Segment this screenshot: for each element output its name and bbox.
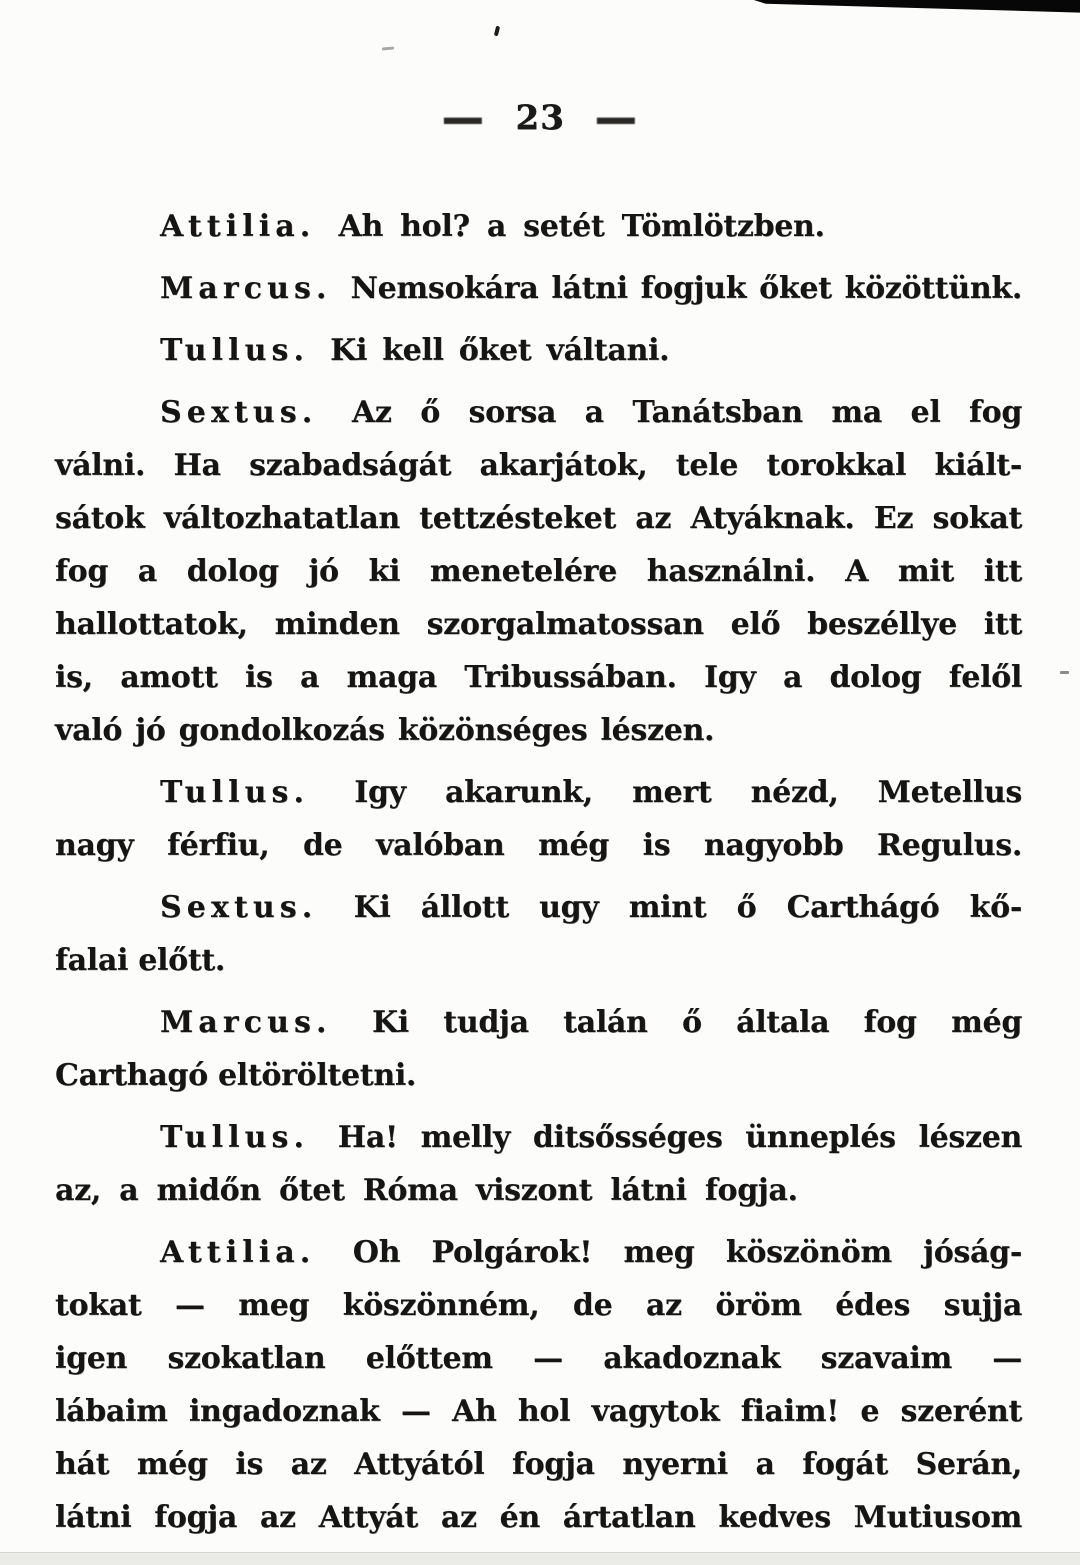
- page-header: [0, 0, 1080, 150]
- speaker-name: Tullus.: [160, 1120, 310, 1155]
- text-line: Marcus. Nemsokára látni fogjuk őket közöttünk.: [160, 271, 1022, 306]
- text-line: válni. Ha szabadságát akarjátok, tele torokkal kiált-: [55, 448, 1022, 483]
- speaker-name: Marcus.: [160, 271, 332, 306]
- text-line: falai előtt.: [55, 943, 226, 978]
- text-line: Carthagó eltöröltetni.: [55, 1058, 417, 1093]
- text-line: hallottatok, minden szorgalmatossan elő beszéllye itt: [55, 607, 1022, 642]
- text-line: Tullus. Igy akarunk, mert nézd, Metellus: [160, 775, 1022, 810]
- text-line: látni fogja az Attyát az én ártatlan kedves Mutiusom: [55, 1500, 1022, 1535]
- text-line: Sextus. Az ő sorsa a Tanátsban ma el fog: [160, 395, 1022, 430]
- text-line: lábaim ingadoznak — Ah hol vagytok fiaim! e szerént: [55, 1394, 1022, 1429]
- text-line: Tullus. Ki kell őket váltani.: [160, 333, 670, 368]
- text-line: Tullus. Ha! melly ditsősséges ünneplés lészen: [160, 1120, 1022, 1155]
- paragraph: [55, 996, 1022, 1102]
- speaker-name: Tullus.: [160, 775, 310, 810]
- paragraph: [55, 766, 1022, 872]
- speaker-name: Attilia.: [160, 1235, 316, 1270]
- text-line: való jó gondolkozás közönséges lészen.: [55, 713, 715, 748]
- paragraph: [55, 386, 1022, 757]
- text-line: Sextus. Ki állott ugy mint ő Carthágó kő-: [160, 890, 1022, 925]
- speaker-name: Sextus.: [160, 395, 318, 430]
- text-line: az, a midőn őtet Róma viszont látni fogja.: [55, 1173, 798, 1208]
- paragraph: [55, 262, 1022, 315]
- page-header-dash-left: —: [441, 86, 486, 150]
- paragraph: [55, 1226, 1022, 1544]
- paragraph: [55, 324, 1022, 377]
- page-edge-shadow: [0, 1552, 1080, 1565]
- speaker-name: Tullus.: [160, 333, 310, 368]
- speaker-name: Attilia.: [160, 209, 316, 244]
- text-line: sátok változhatatlan tettzésteket az Atyáknak. Ez sokat: [55, 501, 1022, 536]
- text-line: fog a dolog jó ki menetelére használni. A mit itt: [55, 554, 1022, 589]
- paragraph: [55, 881, 1022, 987]
- text-line: hát még is az Attyától fogja nyerni a fogát Serán,: [55, 1447, 1022, 1482]
- page-header-dash-right: —: [594, 86, 639, 150]
- paragraph: [55, 200, 1022, 253]
- text-line: nagy férfiu, de valóban még is nagyobb Regulus.: [55, 828, 1022, 863]
- text-line: Marcus. Ki tudja talán ő általa fog még: [160, 1005, 1022, 1040]
- speaker-name: Marcus.: [160, 1005, 332, 1040]
- text-line: igen szokatlan előttem — akadoznak szavaim —: [55, 1341, 1022, 1376]
- text-line: is, amott is a maga Tribussában. Igy a dolog felől: [55, 660, 1022, 695]
- page-number: 23: [515, 98, 565, 138]
- text-line: Attilia. Oh Polgárok! meg köszönöm jóság-: [160, 1235, 1022, 1270]
- text-line: Attilia. Ah hol? a setét Tömlötzben.: [160, 209, 825, 244]
- text-block: [0, 200, 1080, 1544]
- paragraph: [55, 1111, 1022, 1217]
- speaker-name: Sextus.: [160, 890, 318, 925]
- ink-speck: [1060, 671, 1069, 674]
- text-line: tokat — meg köszönném, de az öröm édes sujja: [55, 1288, 1022, 1323]
